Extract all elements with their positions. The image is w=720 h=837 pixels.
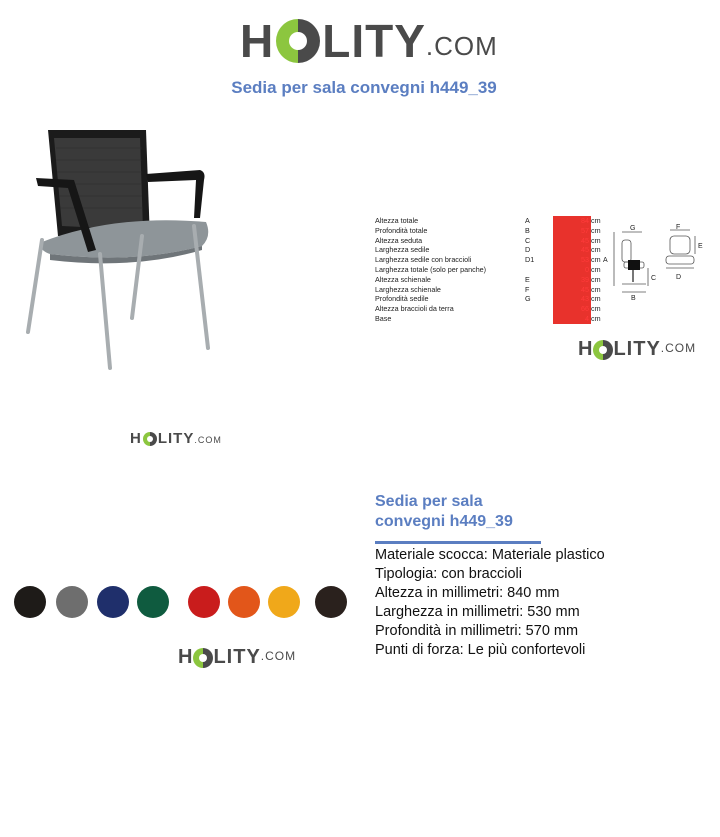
chair-photo	[14, 118, 224, 378]
spec-row	[375, 226, 607, 236]
logo-h: H	[240, 15, 275, 67]
spec-logo	[578, 338, 696, 361]
color-swatch[interactable]	[137, 586, 169, 618]
spec-value: 39	[581, 274, 589, 284]
spec-row	[375, 314, 607, 324]
spec-row	[375, 275, 607, 285]
spec-code: D1	[525, 255, 535, 265]
holity-logo[interactable]	[240, 12, 498, 70]
diagram-label-d: D	[676, 274, 682, 281]
spec-row	[375, 236, 607, 246]
spec-row	[375, 255, 607, 265]
spec-row	[375, 265, 607, 275]
logo-lity: LITY	[157, 430, 195, 447]
feature-item: Larghezza in millimetri: 530 mm	[375, 604, 580, 620]
diagram-label-c: C	[651, 275, 657, 282]
dimension-diagram	[600, 222, 715, 302]
spec-row	[375, 216, 607, 226]
spec-value: 45	[581, 245, 589, 255]
spec-unit: cm	[591, 284, 601, 294]
spec-value: 66	[581, 304, 589, 314]
spec-table	[375, 216, 607, 324]
colors-logo	[178, 646, 296, 669]
color-swatch[interactable]	[315, 586, 347, 618]
spec-unit: cm	[591, 264, 601, 274]
color-swatch[interactable]	[56, 586, 88, 618]
spec-unit: cm	[591, 274, 601, 284]
spec-unit: cm	[591, 235, 601, 245]
spec-row	[375, 294, 607, 304]
feature-item: Materiale scocca: Materiale plastico	[375, 547, 605, 563]
spec-value: 84	[581, 216, 589, 225]
logo-o-icon	[143, 432, 157, 446]
spec-label: Altezza schienale	[375, 274, 431, 284]
spec-unit: cm	[591, 255, 601, 265]
logo-com: .COM	[194, 435, 222, 445]
spec-code	[525, 304, 552, 314]
color-swatch[interactable]	[14, 586, 46, 618]
spec-unit: cm	[591, 245, 601, 255]
logo-lity: LITY	[213, 646, 261, 668]
spec-code: A	[525, 216, 530, 225]
spec-label: Larghezza schienale	[375, 284, 441, 294]
spec-label: Profondità sedile	[375, 294, 429, 304]
logo-o-icon	[276, 19, 320, 63]
feature-item: Altezza in millimetri: 840 mm	[375, 585, 560, 601]
spec-code: B	[525, 225, 530, 235]
logo-lity: LITY	[613, 338, 661, 360]
color-swatches	[0, 580, 360, 626]
logo-com: .COM	[425, 31, 498, 61]
spec-label: Altezza braccioli da terra	[375, 304, 454, 314]
logo-h: H	[578, 338, 594, 360]
spec-unit: cm	[591, 216, 601, 225]
product-title-line2: convegni h449_39	[375, 513, 513, 530]
spec-code: E	[525, 274, 530, 284]
logo-h: H	[178, 646, 194, 668]
feature-list	[375, 546, 605, 660]
diagram-label-e: E	[698, 243, 703, 250]
spec-value: 45	[581, 284, 589, 294]
chair-armrest-right	[146, 170, 205, 218]
spec-value: 43	[581, 294, 589, 304]
spec-label: Profondità totale	[375, 225, 428, 235]
color-swatch[interactable]	[97, 586, 129, 618]
spec-value: 0	[585, 264, 589, 274]
logo-o-icon	[193, 648, 213, 668]
spec-row	[375, 304, 607, 314]
spec-label: Larghezza totale (solo per panche)	[375, 264, 487, 274]
spec-code: G	[525, 294, 531, 304]
title-divider	[375, 541, 541, 544]
page-title: Sedia per sala convegni h449_39	[231, 78, 497, 97]
spec-code: F	[525, 284, 530, 294]
color-swatch[interactable]	[228, 586, 260, 618]
product-title-line1: Sedia per sala	[375, 493, 483, 510]
spec-label: Altezza seduta	[375, 235, 423, 245]
spec-row	[375, 285, 607, 295]
spec-value: 45	[581, 235, 589, 245]
spec-code: D	[525, 245, 531, 255]
product-title	[375, 492, 513, 532]
logo-lity: LITY	[322, 15, 426, 67]
diagram-label-b: B	[631, 295, 636, 302]
logo-o-icon	[593, 340, 613, 360]
feature-item: Punti di forza: Le più confortevoli	[375, 642, 586, 658]
color-swatch[interactable]	[268, 586, 300, 618]
spec-code	[525, 265, 552, 275]
spec-row	[375, 245, 607, 255]
logo-h: H	[130, 430, 142, 447]
diagram-label-a: A	[603, 257, 608, 264]
spec-value: 57	[581, 225, 589, 235]
logo-com: .COM	[260, 649, 297, 663]
spec-value: 53	[581, 255, 589, 265]
chair-logo	[130, 430, 222, 447]
spec-label: Larghezza sedile	[375, 245, 430, 255]
spec-label: Larghezza sedile con braccioli	[375, 255, 472, 265]
spec-unit: cm	[591, 304, 601, 314]
diagram-label-f: F	[676, 224, 681, 231]
spec-unit: cm	[591, 225, 601, 235]
logo-com: .COM	[660, 341, 697, 355]
spec-value: 4	[585, 313, 589, 323]
color-swatch[interactable]	[188, 586, 220, 618]
feature-item: Tipologia: con braccioli	[375, 566, 522, 582]
spec-label: Base	[375, 313, 392, 323]
spec-unit: cm	[591, 294, 601, 304]
spec-unit: cm	[591, 313, 601, 323]
spec-code	[525, 314, 552, 324]
spec-label: Altezza totale	[375, 216, 419, 225]
spec-code: C	[525, 235, 531, 245]
feature-item: Profondità in millimetri: 570 mm	[375, 623, 579, 639]
diagram-label-g: G	[630, 225, 636, 232]
